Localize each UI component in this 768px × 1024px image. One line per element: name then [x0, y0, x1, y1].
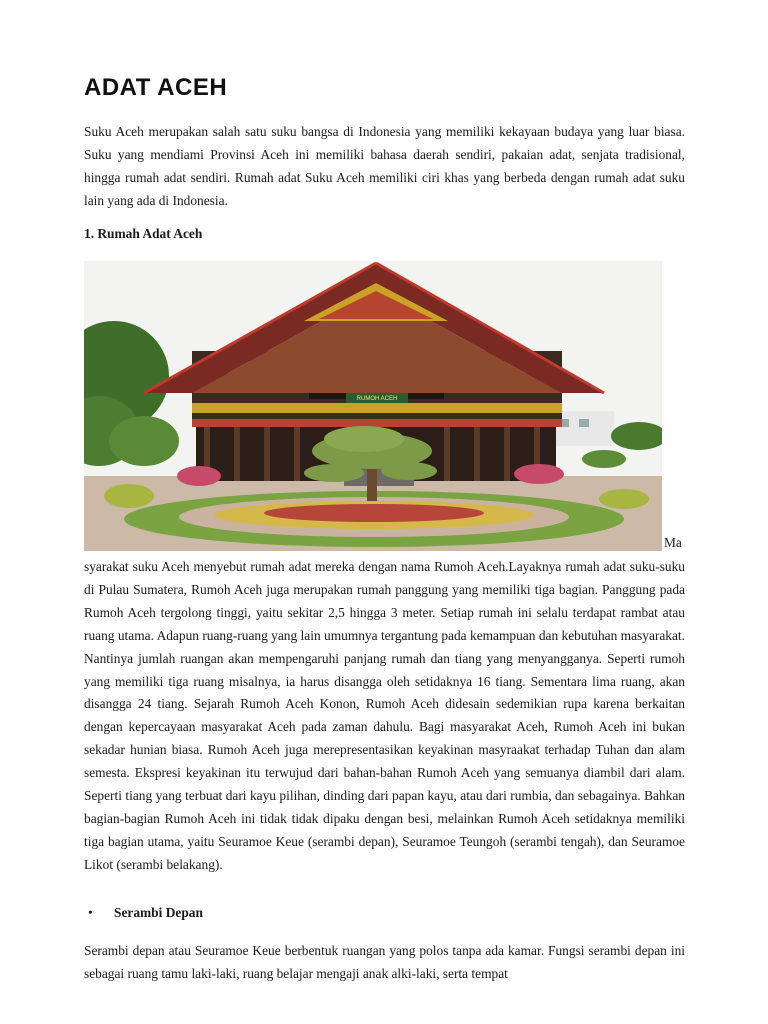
paragraph-start-fragment: Ma: [664, 535, 682, 550]
bullet-heading-text: Serambi Depan: [114, 905, 203, 920]
rumoh-aceh-illustration: [84, 261, 662, 551]
bullet-heading-serambi-depan: [84, 905, 203, 921]
serambi-depan-paragraph: Serambi depan atau Seuramoe Keue berbentuk ruangan yang polos tanpa ada kamar. Fungsi serambi depan ini sebagai ruang tamu laki-laki, ruang belajar mengaji anak alki-laki, serta tempat: [84, 943, 685, 981]
rumoh-aceh-photo: [84, 261, 662, 551]
section-heading-rumah-adat: 1. Rumah Adat Aceh: [84, 226, 203, 241]
bullet-dot-icon: •: [88, 905, 93, 920]
intro-paragraph: Suku Aceh merupakan salah satu suku bangsa di Indonesia yang memiliki kekayaan budaya yang luar biasa. Suku yang mendiami Provinsi Aceh ini memiliki bahasa daerah sendiri, pakaian adat, senjata tradisional, hingga rumah adat sendiri. Rumah adat Suku Aceh memiliki ciri khas yang berbeda dengan rumah adat suku lain yang ada di Indonesia.: [84, 124, 685, 208]
rumah-adat-paragraph: syarakat suku Aceh menyebut rumah adat mereka dengan nama Rumoh Aceh.Layaknya rumah adat suku-suku di Pulau Sumatera, Rumoh Aceh juga merupakan rumah panggung yang memiliki tiga bagian. Panggung pada Rumoh Aceh tergolong tinggi, yaitu sekitar 2,5 hingga 3 meter. Setiap rumah ini selalu terdapat rambat atau ruang utama. Adapun ruang-ruang yang lain umumnya tergantung pada kemampuan dan kebutuhan masyarakat. Nantinya jumlah ruangan akan mempengaruhi panjang rumah dan tiang yang menyangganya. Seperti rumoh yang memiliki tiga ruang misalnya, ia harus disangga oleh setidaknya 16 tiang. Sementara lima ruang, akan disangga 24 tiang. Sejarah Rumoh Aceh Konon, Rumoh Aceh didesain sedemikian rupa karena berkaitan dengan kepercayaan masyarakat Aceh pada zaman dahulu. Bagi masyarakat Aceh, Rumoh Aceh ini bukan sekadar hunian biasa. Rumoh Aceh juga merepresentasikan keyakinan masyraakat terhadap Tuhan dan alam semesta. Ekspresi keyakinan itu terwujud dari bahan-bahan Rumoh Aceh yang semuanya diambil dari alam. Seperti tiang yang terbuat dari kayu pilihan, dinding dari papan kayu, atau dari rumbia, dan sebagainya. Bahkan bagian-bagian Rumoh Aceh ini tidak tidak dipaku dengan besi, melainkan Rumoh Aceh setidaknya memiliki tiga bagian utama, yaitu Seuramoe Keue (serambi depan), Seuramoe Teungoh (serambi tengah), dan Seuramoe Likot (serambi belakang).: [84, 559, 685, 872]
document-title: ADAT ACEH: [84, 74, 228, 101]
rumoh-aceh-sign: RUMOH ACEH: [356, 396, 398, 402]
